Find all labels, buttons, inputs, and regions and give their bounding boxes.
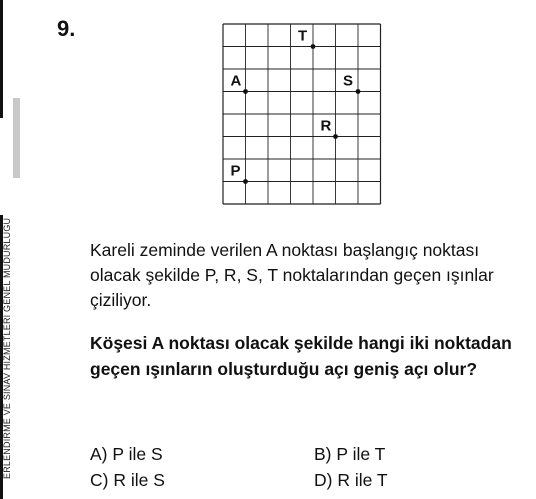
point-label-t: T [298,27,308,45]
point-dot-t [311,44,316,49]
option-d-text: R ile T [337,470,388,490]
grid-points [230,27,361,184]
point-label-r: R [320,117,332,135]
grid-figure [222,23,382,205]
point-dot-a [243,89,248,94]
option-b-text: P ile T [336,444,386,464]
point-label-a: A [230,72,242,90]
margin-bar-top [0,0,3,118]
option-b[interactable] [314,444,385,465]
option-a[interactable] [90,444,163,465]
option-a-letter: A) [90,444,108,464]
option-a-text: P ile S [112,444,163,464]
option-d-letter: D) [314,470,333,490]
point-label-p: P [230,162,241,180]
option-b-letter: B) [314,444,332,464]
point-label-s: S [343,72,354,90]
margin-grey-block [13,98,20,178]
question-number: 9. [57,16,76,41]
option-c-letter: C) [90,470,109,490]
option-c-text: R ile S [113,470,165,490]
option-d[interactable] [314,470,388,491]
point-dot-p [243,179,248,184]
sidebar-text: ERLENDİRME VE SINAV HİZMETLERİ GENEL MÜDÜRLÜĞÜ [2,217,12,479]
point-dot-s [356,89,361,94]
question-prompt: Köşesi A noktası olacak şekilde hangi iki noktadan geçen ışınların oluşturduğu açı geniş açı olur? [90,333,512,379]
grid-lines [223,24,381,204]
question-text: Kareli zeminde verilen A noktası başlangıç noktası olacak şekilde P, R, S, T noktalarından geçen ışınlar çiziliyor. [90,240,494,310]
option-c[interactable] [90,470,165,491]
point-dot-r [333,134,338,139]
